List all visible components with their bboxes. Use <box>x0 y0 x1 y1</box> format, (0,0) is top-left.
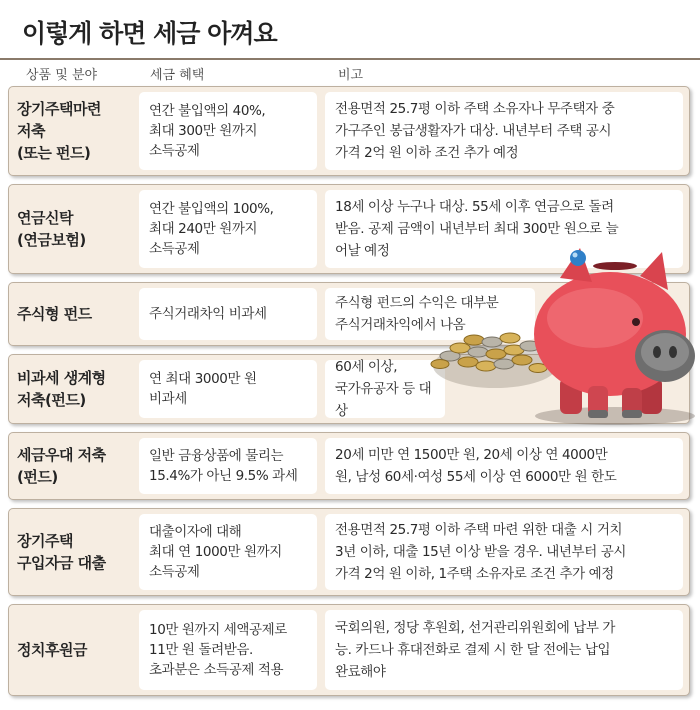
column-header-product: 상품 및 분야 <box>26 68 98 83</box>
row-note: 주식형 펀드의 수익은 대부분 주식거래차익에서 나옴 <box>325 288 535 340</box>
row-category: 장기주택 구입자금 대출 <box>17 532 106 572</box>
row-category: 세금우대 저축 (펀드) <box>17 446 106 486</box>
row-benefit: 10만 원까지 세액공제로 11만 원 돌려받음. 초과분은 소득공제 적용 <box>139 610 317 690</box>
row-benefit: 대출이자에 대해 최대 연 1000만 원까지 소득공제 <box>139 514 317 590</box>
row-category: 주식형 펀드 <box>17 305 92 323</box>
row-benefit: 연간 불입액의 40%, 최대 300만 원까지 소득공제 <box>139 92 317 170</box>
row-note: 전용면적 25.7평 이하 주택 소유자나 무주택자 중 가구주인 봉급생활자가 대상. 내년부터 주택 공시 가격 2억 원 이하 조건 추가 예정 <box>325 92 683 170</box>
piggy-bank <box>534 248 695 425</box>
row-category: 정치후원금 <box>17 641 87 659</box>
table-row <box>8 604 690 696</box>
table-row <box>8 508 690 596</box>
row-category: 비과세 생계형 저축(펀드) <box>17 369 106 409</box>
table-row <box>8 86 690 176</box>
row-benefit: 연간 불입액의 100%, 최대 240만 원까지 소득공제 <box>139 190 317 268</box>
row-benefit: 주식거래차익 비과세 <box>139 288 317 340</box>
row-benefit: 연 최대 3000만 원 비과세 <box>139 360 317 418</box>
row-note: 전용면적 25.7평 이하 주택 마련 위한 대출 시 거치 3년 이하, 대출 15년 이상 받을 경우. 내년부터 공시 가격 2억 원 이하, 1주택 소유자로 조건 추가 예정 <box>325 514 683 590</box>
column-header-note: 비고 <box>338 68 364 83</box>
row-category: 연금신탁 (연금보험) <box>17 209 86 249</box>
row-note: 국회의원, 정당 후원회, 선거관리위원회에 납부 가 능. 카드나 휴대전화로 결제 시 한 달 전에는 납입 완료해야 <box>325 610 683 690</box>
row-benefit: 일반 금융상품에 물리는 15.4%가 아닌 9.5% 과세 <box>139 438 317 494</box>
title-divider <box>0 58 700 60</box>
row-note: 20세 미만 연 1500만 원, 20세 이상 연 4000만 원, 남성 60세·여성 55세 이상 연 6000만 원 한도 <box>325 438 683 494</box>
column-header-benefit: 세금 혜택 <box>150 68 205 83</box>
page-title: 이렇게 하면 세금 아껴요 <box>22 19 277 48</box>
row-note: 60세 이상, 국가유공자 등 대상 <box>325 360 445 418</box>
row-note: 18세 이상 누구나 대상. 55세 이후 연금으로 돌려 받음. 공제 금액이 내년부터 최대 300만 원으로 늘 어날 예정 <box>325 190 683 268</box>
table-row <box>8 432 690 500</box>
piggy-bank-with-coins-icon <box>410 238 700 428</box>
row-category: 장기주택마련 저축 (또는 펀드) <box>17 100 101 162</box>
